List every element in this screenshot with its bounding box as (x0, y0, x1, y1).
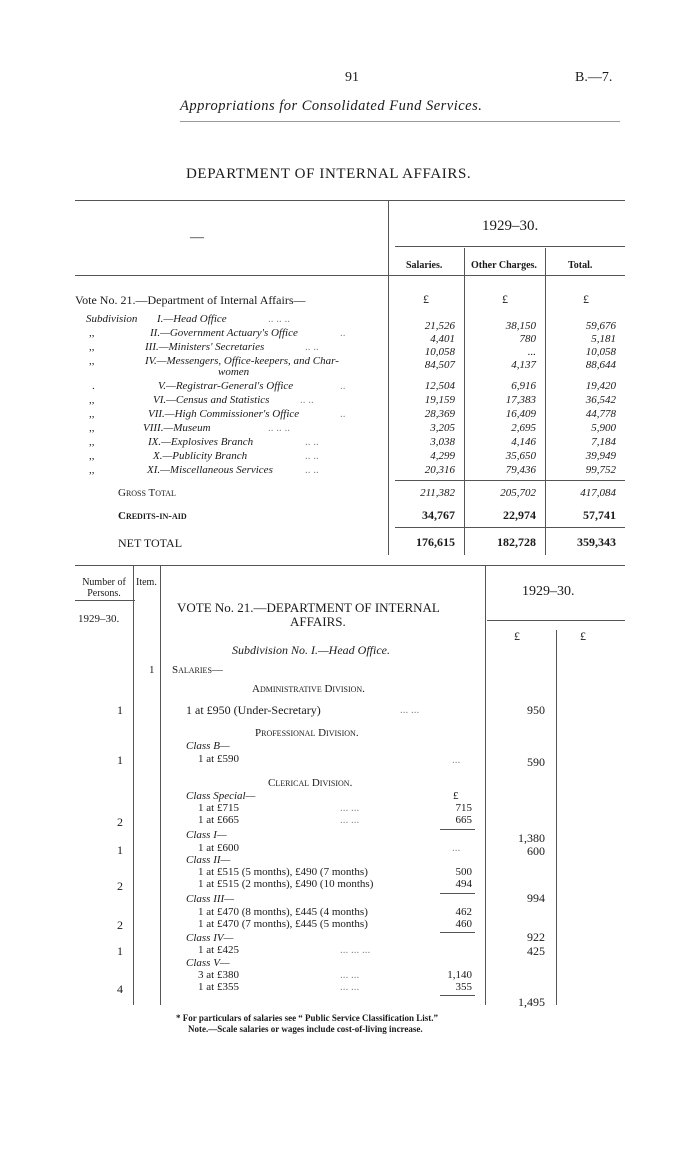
summary-other: ... (527, 346, 536, 358)
salary-line: 1 at £425 (198, 944, 239, 956)
summary-salaries: 4,299 (430, 450, 455, 462)
summary-row-prefix: ,, (89, 450, 95, 462)
persons-count: 1 (117, 944, 123, 958)
summary-total: 7,184 (591, 436, 616, 448)
subdivision-label: I.—Head Office (157, 313, 227, 325)
gross-total: 417,084 (580, 487, 616, 499)
summary-salaries: 10,058 (424, 346, 455, 358)
col-other-charges-header: Other Charges. (471, 260, 537, 271)
summary-salaries: 4,401 (430, 333, 455, 345)
subdivision-label: IV.—Messengers, Office-keepers, and Char- (145, 355, 339, 367)
amount: 590 (527, 755, 545, 769)
col-number-of-persons: Number of Persons. (82, 577, 126, 599)
summary-total: 59,676 (585, 320, 616, 332)
leader-dots: .. .. (305, 436, 319, 448)
summary-row-prefix: ,, (89, 341, 95, 353)
net-total: 359,343 (577, 535, 616, 549)
summary-other: 2,695 (511, 422, 536, 434)
summary-total: 36,542 (585, 394, 616, 406)
summary-total: 10,058 (585, 346, 616, 358)
summary-salaries: 20,316 (424, 464, 455, 476)
persons-count: 1 (117, 703, 123, 717)
col-salaries-header: Salaries. (406, 260, 443, 271)
summary-salaries: 19,159 (424, 394, 455, 406)
class-heading: Class B— (186, 740, 230, 752)
persons-count: 1 (117, 753, 123, 767)
gross-other: 205,702 (500, 487, 536, 499)
subdivision-label-cont: women (218, 366, 250, 378)
subdivision-word: Subdivision (86, 313, 138, 325)
summary-row-prefix: ,, (89, 408, 95, 420)
summary-row-prefix: . (92, 380, 95, 392)
salaries-heading: Salaries— (172, 664, 223, 676)
footnote-classification: * For particulars of salaries see “ Public Service Classification List.” (176, 1013, 439, 1023)
salary-line: 1 at £515 (5 months), £490 (7 months) (198, 866, 368, 878)
vote-title: VOTE No. 21.—DEPARTMENT OF INTERNAL (177, 600, 440, 615)
subdivision-label: VI.—Census and Statistics (153, 394, 270, 406)
persons-count: 2 (117, 879, 123, 893)
credits-total: 57,741 (583, 508, 616, 522)
net-salaries: 176,615 (416, 535, 455, 549)
credits-in-aid-label: Credits-in-aid (118, 510, 187, 522)
pound-sign: £ (580, 629, 586, 643)
summary-row-prefix: ,, (89, 355, 95, 367)
page-number: 91 (345, 70, 359, 85)
summary-total: 44,778 (585, 408, 616, 420)
class-heading: Class I— (186, 829, 227, 841)
amount: 994 (527, 891, 545, 905)
pound-sign: £ (423, 292, 429, 306)
sub-amount: 500 (455, 866, 472, 878)
summary-total: 5,181 (591, 333, 616, 345)
leader-dots: .. .. .. (268, 313, 290, 325)
subdivision-label: II.—Government Actuary's Office (150, 327, 298, 339)
pound-sign: £ (502, 292, 508, 306)
salary-line: 1 at £665 (198, 814, 239, 826)
leader-dots: .. (340, 327, 346, 339)
vote-title-cont: AFFAIRS. (290, 614, 346, 629)
sub-amount: 494 (455, 878, 472, 890)
persons-count: 2 (117, 815, 123, 829)
sub-amount: 462 (455, 906, 472, 918)
leader-dots: .. (340, 408, 346, 420)
subdivision-label: IX.—Explosives Branch (148, 436, 254, 448)
summary-salaries: 3,038 (430, 436, 455, 448)
subdivision-label: V.—Registrar-General's Office (158, 380, 294, 392)
page-subtitle: Appropriations for Consolidated Fund Services. (180, 98, 483, 114)
subdivision-label: VIII.—Museum (143, 422, 211, 434)
summary-row-prefix: ,, (89, 464, 95, 476)
leader-dots: .. .. .. (268, 422, 290, 434)
summary-other: 4,137 (511, 359, 536, 371)
summary-other: 4,146 (511, 436, 536, 448)
summary-other: 79,436 (505, 464, 536, 476)
gross-salaries: 211,382 (420, 487, 455, 499)
net-other: 182,728 (497, 535, 536, 549)
summary-row-prefix: ,, (89, 422, 95, 434)
leader-dots: .. .. (300, 394, 314, 406)
amount: 1,495 (518, 995, 545, 1009)
salary-line: 1 at £470 (7 months), £445 (5 months) (198, 918, 368, 930)
amount: 425 (527, 944, 545, 958)
department-title: DEPARTMENT OF INTERNAL AFFAIRS. (186, 166, 472, 182)
amount: 1,380 (518, 831, 545, 845)
subdivision-label: X.—Publicity Branch (153, 450, 248, 462)
pound-sign: £ (583, 292, 589, 306)
persons-count: 2 (117, 918, 123, 932)
summary-other: 35,650 (505, 450, 536, 462)
pound-sign: £ (453, 790, 459, 802)
net-total-label: NET TOTAL (118, 536, 183, 550)
leader-dots: .. .. (305, 450, 319, 462)
summary-row-prefix: ,, (89, 436, 95, 448)
leader-dots: .. .. (305, 341, 319, 353)
sub-amount: 665 (455, 814, 472, 826)
class-heading: Class II— (186, 854, 231, 866)
summary-salaries: 12,504 (424, 380, 455, 392)
summary-row-prefix: ,, (89, 327, 95, 339)
salary-line: 1 at £470 (8 months), £445 (4 months) (198, 906, 368, 918)
class-heading: Class Special— (186, 790, 256, 802)
summary-salaries: 21,526 (424, 320, 455, 332)
summary-other: 6,916 (511, 380, 536, 392)
subdivision-label: III.—Ministers' Secretaries (145, 341, 265, 353)
summary-total: 88,644 (585, 359, 616, 371)
administrative-division: Administrative Division. (252, 683, 365, 695)
summary-total: 39,949 (585, 450, 616, 462)
summary-salaries: 3,205 (430, 422, 455, 434)
professional-division: Professional Division. (255, 727, 359, 739)
year-right: 1929–30. (522, 584, 575, 599)
leader-dots: .. (340, 380, 346, 392)
amount: 950 (527, 703, 545, 717)
class-heading: Class V— (186, 957, 230, 969)
summary-salaries: 84,507 (424, 359, 455, 371)
summary-total: 5,900 (591, 422, 616, 434)
credits-salaries: 34,767 (422, 508, 455, 522)
summary-dash: — (190, 230, 204, 245)
summary-other: 780 (519, 333, 536, 345)
col-total-header: Total. (568, 260, 593, 271)
amount: 922 (527, 930, 545, 944)
clerical-division: Clerical Division. (268, 777, 353, 789)
subdivision-heading: Subdivision No. I.—Head Office. (232, 643, 390, 657)
credits-other: 22,974 (503, 508, 536, 522)
summary-other: 16,409 (505, 408, 536, 420)
salary-line: 3 at £380 (198, 969, 239, 981)
item-number: 1 (149, 664, 155, 676)
subdivision-label: VII.—High Commissioner's Office (148, 408, 300, 420)
summary-other: 17,383 (505, 394, 536, 406)
vote-label: Vote No. 21.—Department of Internal Affairs— (75, 293, 306, 307)
salary-line: 1 at £950 (Under-Secretary) (186, 703, 321, 717)
summary-year: 1929–30. (482, 218, 539, 234)
col-item: Item. (136, 577, 157, 588)
subdivision-label: XI.—Miscellaneous Services (147, 464, 273, 476)
footnote-scale-salaries: Note.—Scale salaries or wages include cost-of-living increase. (188, 1024, 423, 1034)
sub-amount: 355 (455, 981, 472, 993)
summary-total: 19,420 (585, 380, 616, 392)
salary-line: 1 at £355 (198, 981, 239, 993)
persons-count: 4 (117, 982, 123, 996)
class-heading: Class IV— (186, 932, 234, 944)
salary-line: 1 at £715 (198, 802, 239, 814)
year-left: 1929–30. (78, 613, 120, 625)
salary-line: 1 at £590 (198, 753, 239, 765)
amount: 600 (527, 844, 545, 858)
sub-amount: 715 (455, 802, 472, 814)
summary-row-prefix: ,, (89, 394, 95, 406)
gross-total-label: Gross Total (118, 487, 176, 499)
pound-sign: £ (514, 629, 520, 643)
class-heading: Class III— (186, 893, 234, 905)
document-code: B.—7. (575, 70, 613, 85)
salary-line: 1 at £515 (2 months), £490 (10 months) (198, 878, 374, 890)
leader-dots: .. .. (305, 464, 319, 476)
summary-salaries: 28,369 (424, 408, 455, 420)
persons-count: 1 (117, 843, 123, 857)
summary-total: 99,752 (585, 464, 616, 476)
salary-line: 1 at £600 (198, 842, 239, 854)
sub-amount: 460 (455, 918, 472, 930)
summary-other: 38,150 (505, 320, 536, 332)
sub-amount: 1,140 (447, 969, 472, 981)
